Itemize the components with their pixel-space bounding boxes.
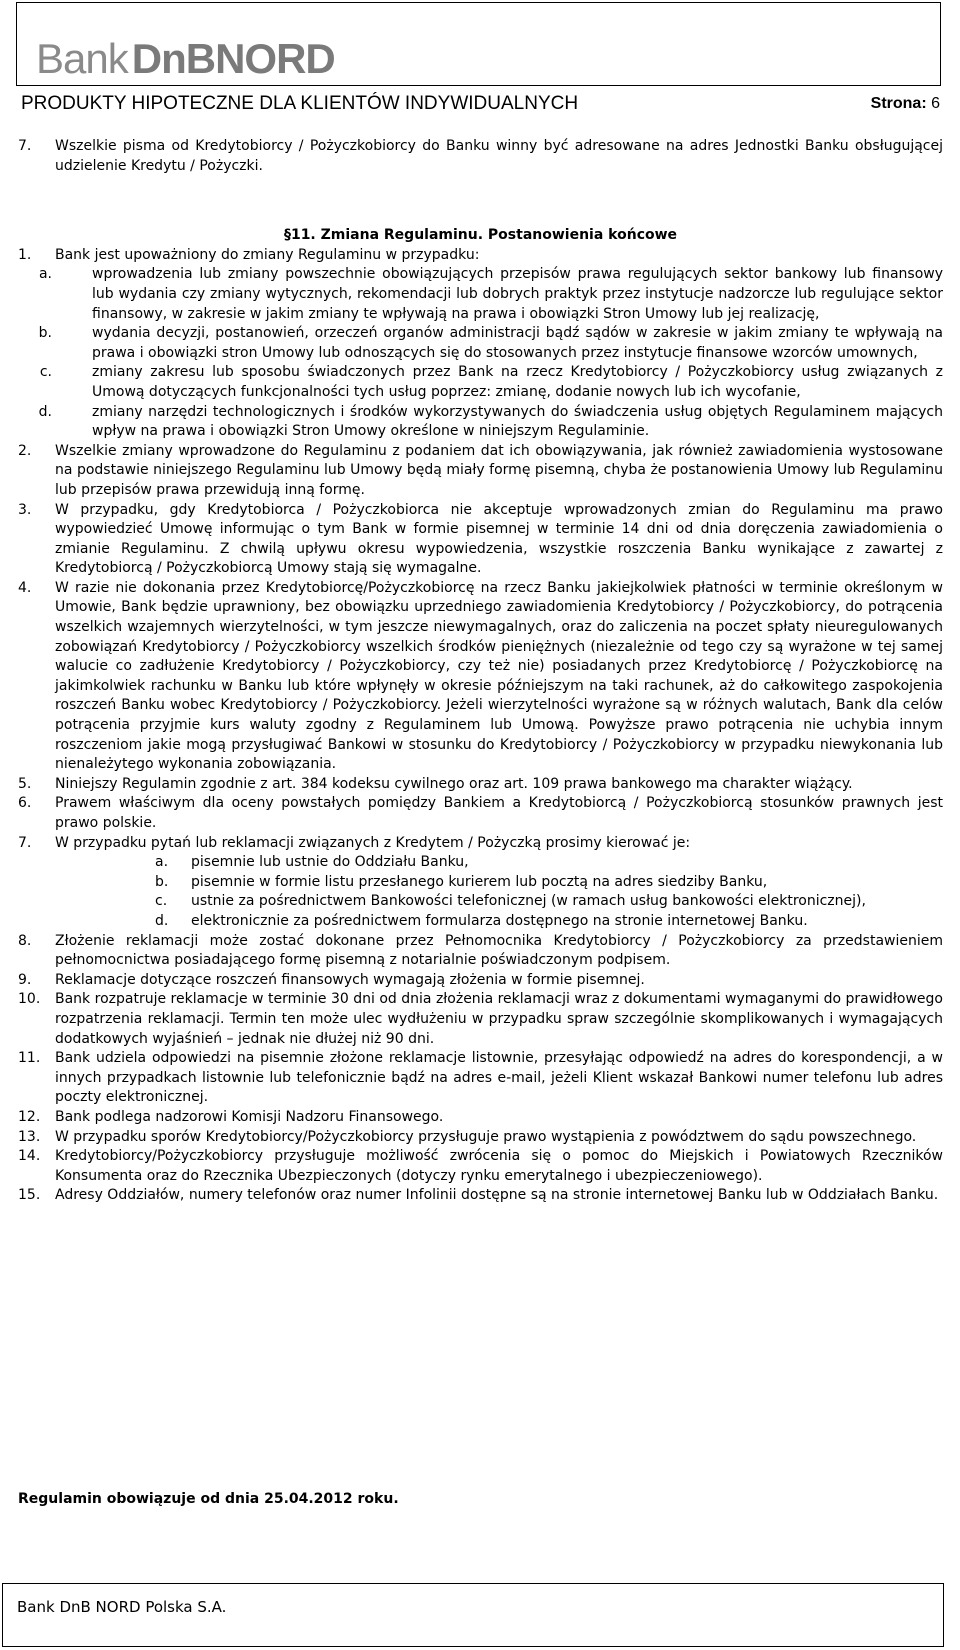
sub-list-item [38,324,943,363]
item-text: Bank podlega nadzorowi Komisji Nadzoru Finansowego. [55,1108,444,1125]
sub-item-letter: c. [155,893,168,910]
sub-list [155,853,943,931]
list-item [18,442,943,501]
sub-list [38,265,943,441]
item-number: 5. [18,775,32,792]
bank-logo [36,37,335,81]
item-text: Bank udziela odpowiedzi na pisemnie złożone reklamacje listownie, przesyłając odpowiedź na adres do korespondencji, a w innych przypadkach listownie lub telefonicznie bądź na adres e-mail, jeżeli Klient wskazał Bankowi numer telefonu lub adres poczty elektronicznej. [55,1050,943,1106]
list-item [18,137,943,176]
item-text: Wszelkie zmiany wprowadzone do Regulaminu z podaniem dat ich obowiązywania, jak również zawiadomienia wystosowane na podstawie niniejszego Regulaminu lub Umowy będą miały formę pisemną, chyba że postanowienia Umowy lub Regulaminu lub przepisów prawa przewidują inną formę. [55,442,943,498]
item-number: 9. [18,971,32,988]
sub-item-text: zmiany narzędzi technologicznych i środków wykorzystywanych do świadczenia usług objętych Regulaminem mających wpływ na prawa i obowiązki Stron Umowy określone w niniejszym Regulaminie. [92,403,943,440]
sub-item-text: pisemnie lub ustnie do Oddziału Banku, [191,854,469,871]
item-number: 3. [18,501,32,518]
list-item [18,1128,943,1148]
sub-item-text: ustnie za pośrednictwem Bankowości telefonicznej (w ramach usług bankowości elektronicznej), [191,893,866,910]
item-number: 2. [18,442,32,459]
item-text: W przypadku, gdy Kredytobiorca / Pożyczkobiorca nie akceptuje wprowadzonych zmian do Regulaminu ma prawo wypowiedzieć Umowę informując o tym Bank w formie pisemnej w terminie 14 dni od dnia doręczenia zawiadomienia o zmianie Regulaminu. Z chwilą upływu okresu wypowiedzenia, wszystkie roszczenia Banku wynikające z zawartej z Kredytobiorcą / Pożyczkobiorcą Umowy stają się wymagalne. [55,501,943,577]
list-item [18,1049,943,1108]
item-text: Bank rozpatruje reklamacje w terminie 30 dni od dnia złożenia reklamacji wraz z dokumentami wymaganymi do prawidłowego rozpatrzenia reklamacji. Termin ten może ulec wydłużeniu w przypadku spraw szczególnie skomplikowanych i wymagających dodatkowych wyjaśnień – jednak nie dłużej niż 90 dni. [55,991,943,1047]
list-item [18,1108,943,1128]
item-text: Adresy Oddziałów, numery telefonów oraz numer Infolinii dostępne są na stronie internetowej Banku lub w Oddziałach Banku. [55,1187,939,1204]
sub-list-item [155,912,943,932]
sub-item-letter: b. [155,873,169,890]
item-number: 13. [18,1128,41,1145]
sub-item-text: wprowadzenia lub zmiany powszechnie obowiązujących przepisów prawa regulujących sektor bankowy lub finansowy lub wydania czy zmiany wytycznych, rekomendacji lub dobrych praktyk przez instytucje nadzorcze lub regulujące sektor finansowy, w zakresie w jakim zmiany te wpływają na prawa i obowiązki Stron Umowy lub jej realizację, [92,266,943,322]
list-item [18,579,943,775]
sub-item-text: wydania decyzji, postanowień, orzeczeń organów administracji bądź sądów w zakresie w jakim zmiany te wpływają na prawa i obowiązki stron Umowy lub odnoszących się do stosowanych przez instytucje finansowe wzorców umownych, [92,325,943,361]
document-title: PRODUKTY HIPOTECZNE DLA KLIENTÓW INDYWIDUALNYCH [21,93,579,114]
item-number: 7. [18,138,32,154]
item-number: 6. [18,795,32,812]
item-text: W przypadku pytań lub reklamacji związanych z Kredytem / Pożyczką prosimy kierować je: [55,834,691,851]
logo-text-dnb: DnB [131,35,216,82]
item-text: Niniejszy Regulamin zgodnie z art. 384 kodeksu cywilnego oraz art. 109 prawa bankowego ma charakter wiążący. [55,775,853,792]
sub-item-text: zmiany zakresu lub sposobu świadczonych przez Bank na rzecz Kredytobiorcy / Pożyczkobiorcy usług związanych z Umową dotyczących funkcjonalności tych usług poprzez: zmianę, dodanie nowych lub ich wycofanie, [92,364,943,400]
footer-box [2,1583,944,1647]
sub-list-item [39,363,943,402]
sub-item-letter: c. [39,364,52,381]
list-item [18,990,943,1049]
item-number: 7. [18,834,32,851]
list-item [18,971,943,991]
item-number: 10. [18,991,41,1008]
item-number: 1. [18,246,32,263]
sub-list-item [38,265,943,324]
sub-list-item [155,873,943,893]
item-text: Kredytobiorcy/Pożyczkobiorcy przysługuje możliwość zwrócenia się o pomoc do Miejskich i Powiatowych Rzeczników Konsumenta oraz do Rzecznika Ubezpieczonych (dotyczy rynku emerytalnego i ubezpieczeniowego). [55,1148,943,1184]
sub-item-letter: d. [38,403,52,420]
sub-list-item [38,403,943,442]
sub-list-item [155,853,943,873]
list-item [18,1147,943,1186]
item-text: Bank jest upoważniony do zmiany Regulaminu w przypadku: [55,246,480,263]
item-number: 4. [18,579,32,596]
section-list [18,246,943,1206]
page-indicator [805,95,940,113]
sub-item-text: elektronicznie za pośrednictwem formularza dostępnego na stronie internetowej Banku. [191,912,808,929]
sub-item-letter: a. [155,854,169,871]
page-label: Strona: [870,95,927,112]
sub-item-letter: d. [155,912,169,929]
item-number: 8. [18,932,32,949]
item-text: Złożenie reklamacji może zostać dokonane przez Pełnomocnika Kredytobiorcy / Pożyczkobiorcy za przedstawieniem pełnomocnictwa posiadającego formę pisemną z notarialnie poświadczonym podpisem. [55,932,943,969]
footer-company: Bank DnB NORD Polska S.A. [17,1598,227,1616]
item-text: W przypadku sporów Kredytobiorcy/Pożyczkobiorcy przysługuje prawo wystąpienia z powództwem do sądu powszechnego. [55,1128,917,1145]
sub-list-item [155,892,943,912]
sub-item-letter: b. [38,325,52,342]
item-text: Reklamacje dotyczące roszczeń finansowych wymagają złożenia w formie pisemnej. [55,971,645,988]
list-item [18,1186,943,1206]
item-text: Wszelkie pisma od Kredytobiorcy / Pożyczkobiorcy do Banku winny być adresowane na adres Jednostki Banku obsługującej udzielenie Kredytu / Pożyczki. [55,138,943,174]
item-text: Prawem właściwym dla oceny powstałych pomiędzy Bankiem a Kredytobiorcą / Pożyczkobiorcą stosunków prawnych jest prawo polskie. [55,795,943,831]
header-box [16,2,941,114]
logo-text-bank: Bank [36,35,128,82]
list-item [18,932,943,971]
sub-item-letter: a. [38,266,52,283]
item-number: 12. [18,1108,41,1125]
effective-date: Regulamin obowiązuje od dnia 25.04.2012 roku. [18,1491,399,1507]
item-number: 11. [18,1050,41,1067]
list-item [18,834,943,932]
list-item [18,794,943,833]
list-item [18,501,943,579]
logo-text-nord: NORD [215,35,335,82]
item-number: 14. [18,1148,41,1165]
section-heading: §11. Zmiana Regulaminu. Postanowienia końcowe [283,227,678,244]
item-text: W razie nie dokonania przez Kredytobiorcę/Pożyczkobiorcę na rzecz Banku jakiejkolwiek płatności w terminie określonym w Umowie, Bank będzie uprawniony, bez obowiązku uprzedniego zawiadomienia Kredytobiorcy / Pożyczkobiorcy, do potrącenia wszelkich wzajemnych wierzytelności, w tym jeszcze niewymagalnych, oraz do zaliczenia na poczet spłaty nieuregulowanych zobowiązań Kredytobiorcy / Pożyczkobiorcy wszelkich środków pieniężnych (niezależnie od tego czy są wyrażone w tej samej walucie co zadłużenie Kredytobiorcy / Pożyczkobiorcy, czy też nie) posiadanych przez Kredytobiorcę / Pożyczkobiorcę na jakimkolwiek rachunku w Banku lub które wpłynęły w okresie późniejszym na taki rachunek, aż do całkowitego zaspokojenia roszczeń Banku wobec Kredytobiorcy / Pożyczkobiorcy. Jeżeli wierzytelności wyrażone są w różnych walutach, Bank dla celów potrącenia przyjmie kurs waluty zgodny z Regulaminem lub Umową. Powyższe prawo potrącenia nie uchybia innym roszczeniom jakie mogą przysługiwać Bankowi w stosunku do Kredytobiorcy / Pożyczkobiorcy w przypadku niewykonania lub nienależytego wykonania zobowiązania. [55,579,943,773]
sub-item-text: pisemnie w formie listu przesłanego kurierem lub pocztą na adres siedziby Banku, [191,873,768,890]
list-item [18,775,943,795]
list-item [18,246,943,442]
document-body [18,137,943,1206]
page-number: 6 [931,95,940,112]
item-number: 15. [18,1187,41,1204]
